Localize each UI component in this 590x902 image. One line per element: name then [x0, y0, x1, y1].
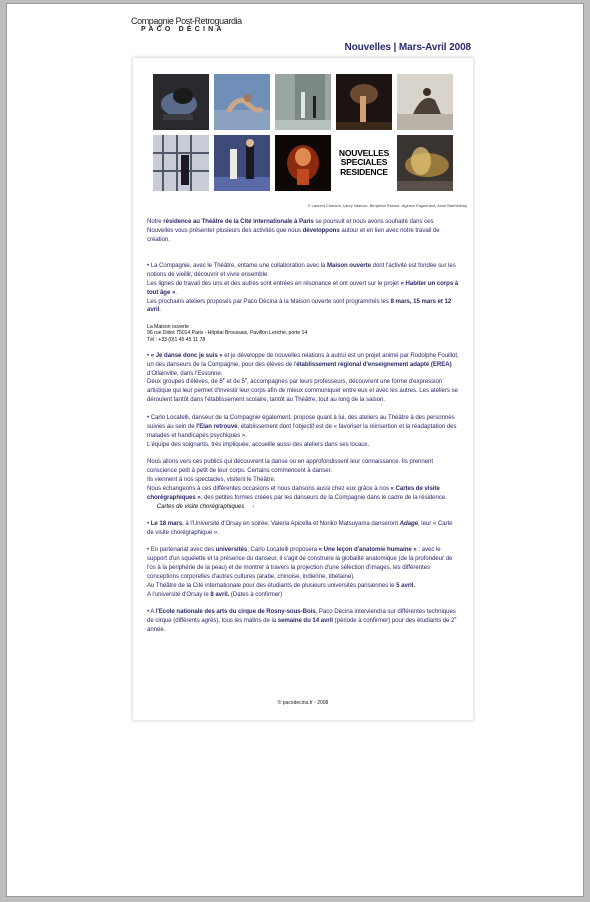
maison-address — [147, 324, 460, 343]
orsay-paragraph: • Le 18 mars, à l'Université d'Orsay en soirée, Valeria Apicella et Noriko Matsuyama danseront Adage, leur « Carte de visite chorégraphique ». — [147, 520, 453, 536]
address-phone: Tél : +33 (0)1 45 45 11 78 — [147, 336, 206, 343]
publics-paragraph-3: Nous échangeons à ces différentes occasions et nous dansons aussi chez eux grâce à nos « Cartes de visite chorégraphiques », des petites formes créées par les danseurs de la Compagnie dans le cadre de la résidence. Cartes de visite chorégraphiques › — [147, 484, 447, 510]
photo-dancer-motion — [397, 135, 453, 191]
newsletter-page — [127, 10, 477, 890]
photo-dancer-dark — [153, 74, 209, 130]
badge-line1: NOUVELLES — [338, 147, 390, 158]
photo-credits: © Laurent Chardon, Laury Vasicon, Benjamin Renout -Agence Enguerand, Anne Barthélémy — [307, 204, 467, 208]
universites-paragraph-3: A l'université d'Orsay le 8 avril. (Dates à confirmer) — [147, 590, 283, 598]
badge-line3: RESIDENCE — [340, 166, 388, 177]
intro-paragraph: Notre résidence au Théâtre de la Cité internationale à Paris se poursuit et nous avons souhaité dans ces Nouvelles vous présenter plusieurs des activités que nous développons autour et en lien avec notre travail de création. — [147, 218, 440, 243]
cartes-link[interactable]: Cartes de visite chorégraphiques — [156, 502, 245, 510]
arrow-right-icon[interactable]: › — [252, 503, 255, 510]
universites-paragraph-1: • En partenariat avec des universités, Carlo Locatelli proposera « Une leçon d'anatomie humaine » : avec le support d'un squelette et la présence du danseur, il s'agit de construire la globalité anatomique (de la profondeur de l'os à la périphérie de la peau) et de montrer à travers la projection d'une sélection d'images, les différentes conceptions corporelles d'autres cultures (arabe, chinoise, indienne, tibétaine). — [147, 546, 453, 581]
newsletter-body — [147, 218, 460, 635]
special-edition-badge — [336, 135, 392, 191]
maison-paragraph-3: Les prochains ateliers proposés par Paco Dècina à la Maison ouverte sont programmés les 8 mars, 15 mars et 12 avril. — [147, 297, 452, 314]
photo-dancers-duo — [214, 135, 270, 191]
photo-grid — [153, 74, 453, 194]
maison-paragraph-1: • La Compagnie, avec le Théâtre, entame une collaboration avec la Maison ouverte dont l'activité est fondée sur les notions de vieillir, découvrir et vivre ensemble. — [147, 261, 456, 278]
photo-dancer-bright — [397, 74, 453, 130]
publics-paragraph-2: Ils viennent à nos spectacles, visitent le Théâtre. — [147, 475, 276, 483]
photo-dancer-window — [153, 135, 209, 191]
photo-dancer-shadow — [336, 74, 392, 130]
universites-paragraph-2: Au Théâtre de la Cité internationale pour des étudiants de plusieurs universités parisiennes le 5 avril. — [147, 582, 416, 590]
document-viewer — [6, 3, 584, 897]
content-panel — [133, 58, 473, 720]
logo-line2: PACO DÈCINA — [141, 26, 225, 33]
photo-dancer-stage — [275, 74, 331, 130]
cirque-paragraph: • A l'Ecole nationale des arts du cirque de Rosny-sous-Bois, Paco Dècina interviendra sur différentes techniques de cirque (différents agrès), tous les matins de la semaine du 14 avril (période à confirmer) pour des étudiants de 2e année. — [147, 608, 457, 634]
carlo-paragraph-2: L'équipe des soignants, très impliquée, accueille aussi des ateliers dans ses locaux. — [147, 440, 370, 448]
photo-dancer-floor — [214, 74, 270, 130]
logo-line1: Compagnie Post-Retroguardia — [131, 16, 242, 26]
copyright-footer: © pacodecina.fr - 2008 — [277, 700, 329, 706]
publics-paragraph-1: Nous allons vers ces publics qui découvrent la danse ou en approfondissent leur connaissance. Ils prennent conscience petit à petit de leur corps. Certains commencent à danser. — [147, 458, 434, 474]
photo-dancer-red — [275, 135, 331, 191]
address-line1: La Maison ouverte — [147, 323, 189, 330]
carlo-paragraph-1: • Carlo Locatelli, danseur de la Compagnie également, propose quant à lui, des ateliers au Théâtre à des personnes suivies au sein de l'Elan retrouvé, établissement dont l'objectif est de « favoriser la réinsertion et la réadaptation des malades et handicapés psychiques ». — [147, 413, 457, 439]
company-logo — [131, 16, 331, 34]
danse-paragraph-2: Deux groupes d'élèves, de 6e et de 5e, accompagnés par leurs professeurs, découvrent une forme d'expression artistique qui leur permet d'investir leur corps afin de mieux communiquer entre eux et avec les autres. Les ateliers se déroulent tantôt dans l'établissement scolaire, tantôt au Théâtre, tout au long de la saison. — [147, 376, 458, 404]
maison-paragraph-2: Les lignes de travail des uns et des autres sont entrées en résonance et ont ouvert sur le projet « Habiter un corps à tout âge ». — [147, 279, 459, 296]
badge-line2: SPECIALES — [340, 157, 388, 168]
issue-title: Nouvelles | Mars-Avril 2008 — [344, 42, 471, 53]
address-line2: 96 rue Didot 75014 Paris - Hôpital Broussais, Pavillon Leriche, porte 14 — [147, 330, 308, 337]
danse-paragraph-1: • « Je danse donc je suis » et je développe de nouvelles relations à autrui est un projet animé par Rodolphe Fouillot, un des danseurs de la Compagnie, pour des élèves de l'établissement régional d'enseignement adapté (EREA) d'Ollainville, dans l'Essonne. — [147, 351, 459, 377]
